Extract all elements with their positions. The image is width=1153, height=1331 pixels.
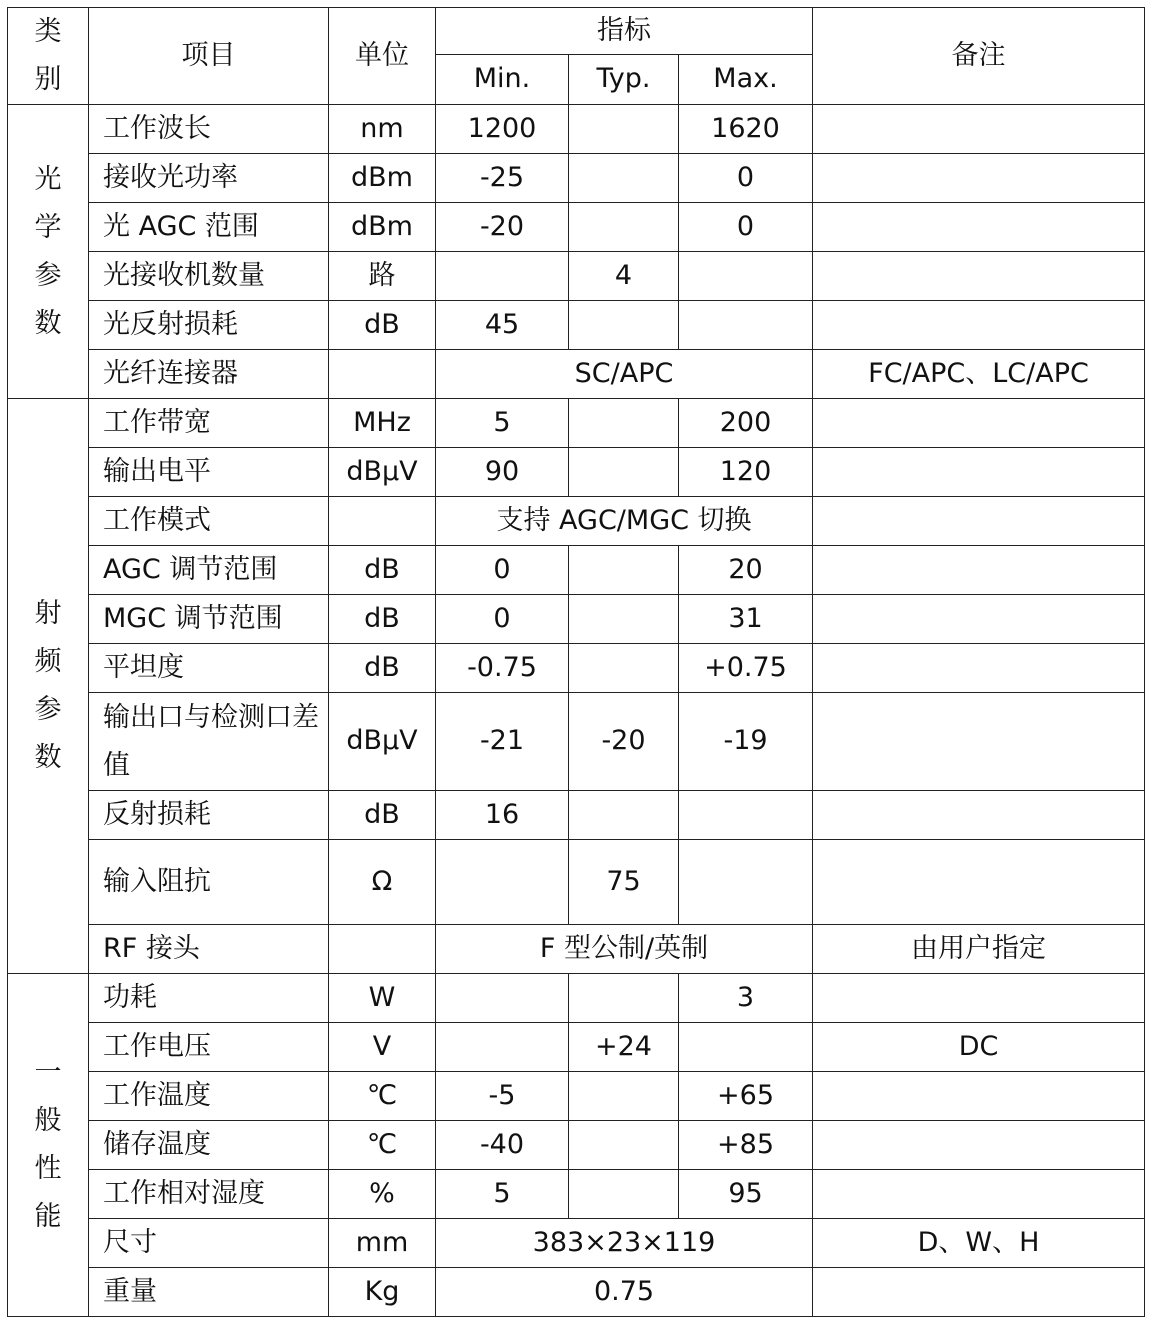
max-cell: +0.75 <box>679 644 813 693</box>
typ-cell <box>569 448 679 497</box>
table-row <box>8 791 1145 840</box>
min-cell: -20 <box>436 203 569 252</box>
unit-cell: dBμV <box>329 448 436 497</box>
table-row <box>8 644 1145 693</box>
typ-cell <box>569 644 679 693</box>
spec-table <box>7 7 1145 1317</box>
item-cell: 光纤连接器 <box>89 350 329 399</box>
span-value-cell: SC/APC <box>436 350 813 399</box>
note-cell <box>813 1121 1145 1170</box>
min-cell: 1200 <box>436 105 569 154</box>
item-cell: 工作电压 <box>89 1023 329 1072</box>
min-cell: 5 <box>436 1170 569 1219</box>
max-cell <box>679 252 813 301</box>
max-cell: 0 <box>679 203 813 252</box>
min-cell <box>436 1023 569 1072</box>
min-cell: 0 <box>436 546 569 595</box>
unit-cell: 路 <box>329 252 436 301</box>
min-cell: 5 <box>436 399 569 448</box>
unit-cell: MHz <box>329 399 436 448</box>
typ-cell: 4 <box>569 252 679 301</box>
table-row <box>8 974 1145 1023</box>
max-cell <box>679 301 813 350</box>
typ-cell: +24 <box>569 1023 679 1072</box>
item-cell: 工作模式 <box>89 497 329 546</box>
table-row <box>8 546 1145 595</box>
unit-cell: mm <box>329 1219 436 1268</box>
item-cell: 工作带宽 <box>89 399 329 448</box>
table-row <box>8 1121 1145 1170</box>
table-row <box>8 301 1145 350</box>
table-row <box>8 1219 1145 1268</box>
item-cell: 储存温度 <box>89 1121 329 1170</box>
header-item: 项目 <box>89 8 329 105</box>
item-cell: RF 接头 <box>89 925 329 974</box>
table-row <box>8 1268 1145 1317</box>
item-cell: 输入阻抗 <box>89 840 329 925</box>
min-cell: -5 <box>436 1072 569 1121</box>
typ-cell <box>569 301 679 350</box>
item-cell: AGC 调节范围 <box>89 546 329 595</box>
note-cell <box>813 154 1145 203</box>
unit-cell: dB <box>329 644 436 693</box>
max-cell <box>679 840 813 925</box>
unit-cell: W <box>329 974 436 1023</box>
category-cell: 一般性能 <box>8 974 89 1317</box>
unit-cell: dB <box>329 301 436 350</box>
unit-cell: dB <box>329 546 436 595</box>
item-cell: 工作温度 <box>89 1072 329 1121</box>
item-cell: 接收光功率 <box>89 154 329 203</box>
typ-cell <box>569 154 679 203</box>
note-cell <box>813 595 1145 644</box>
min-cell: -21 <box>436 693 569 791</box>
typ-cell <box>569 203 679 252</box>
category-cell: 光学参数 <box>8 105 89 399</box>
unit-cell <box>329 497 436 546</box>
typ-cell <box>569 1121 679 1170</box>
unit-cell: dB <box>329 791 436 840</box>
note-cell <box>813 693 1145 791</box>
table-row <box>8 693 1145 791</box>
note-cell <box>813 105 1145 154</box>
min-cell <box>436 840 569 925</box>
typ-cell <box>569 546 679 595</box>
min-cell: -0.75 <box>436 644 569 693</box>
header-row <box>8 8 1145 55</box>
note-cell <box>813 974 1145 1023</box>
max-cell: 120 <box>679 448 813 497</box>
unit-cell: dBμV <box>329 693 436 791</box>
unit-cell: Ω <box>329 840 436 925</box>
note-cell <box>813 497 1145 546</box>
max-cell: +85 <box>679 1121 813 1170</box>
min-cell: -25 <box>436 154 569 203</box>
min-cell: 45 <box>436 301 569 350</box>
item-cell: 功耗 <box>89 974 329 1023</box>
category-cell: 射频参数 <box>8 399 89 974</box>
header-max: Max. <box>679 54 813 104</box>
header-indicator: 指标 <box>436 8 813 55</box>
min-cell: 90 <box>436 448 569 497</box>
max-cell <box>679 1023 813 1072</box>
note-cell <box>813 203 1145 252</box>
typ-cell <box>569 595 679 644</box>
table-row <box>8 925 1145 974</box>
min-cell: 0 <box>436 595 569 644</box>
item-cell: 重量 <box>89 1268 329 1317</box>
item-cell: 光 AGC 范围 <box>89 203 329 252</box>
note-cell <box>813 1268 1145 1317</box>
header-min: Min. <box>436 54 569 104</box>
unit-cell: dBm <box>329 203 436 252</box>
note-cell <box>813 546 1145 595</box>
note-cell <box>813 448 1145 497</box>
table-row <box>8 595 1145 644</box>
unit-cell: V <box>329 1023 436 1072</box>
unit-cell <box>329 350 436 399</box>
span-value-cell: 0.75 <box>436 1268 813 1317</box>
item-cell: 工作波长 <box>89 105 329 154</box>
note-cell: 由用户指定 <box>813 925 1145 974</box>
max-cell: 200 <box>679 399 813 448</box>
note-cell <box>813 301 1145 350</box>
unit-cell: ℃ <box>329 1072 436 1121</box>
note-cell: DC <box>813 1023 1145 1072</box>
note-cell: FC/APC、LC/APC <box>813 350 1145 399</box>
span-value-cell: 383×23×119 <box>436 1219 813 1268</box>
max-cell <box>679 791 813 840</box>
table-row <box>8 497 1145 546</box>
table-row <box>8 1023 1145 1072</box>
typ-cell <box>569 1170 679 1219</box>
span-value-cell: 支持 AGC/MGC 切换 <box>436 497 813 546</box>
max-cell: 1620 <box>679 105 813 154</box>
item-cell: 平坦度 <box>89 644 329 693</box>
table-row <box>8 252 1145 301</box>
note-cell <box>813 644 1145 693</box>
unit-cell <box>329 925 436 974</box>
span-value-cell: F 型公制/英制 <box>436 925 813 974</box>
item-cell: 尺寸 <box>89 1219 329 1268</box>
typ-cell: -20 <box>569 693 679 791</box>
item-cell: MGC 调节范围 <box>89 595 329 644</box>
item-cell: 反射损耗 <box>89 791 329 840</box>
min-cell: -40 <box>436 1121 569 1170</box>
table-row <box>8 1170 1145 1219</box>
table-row <box>8 105 1145 154</box>
item-cell: 光接收机数量 <box>89 252 329 301</box>
table-row <box>8 154 1145 203</box>
note-cell <box>813 399 1145 448</box>
header-category: 类别 <box>8 8 89 105</box>
max-cell: 95 <box>679 1170 813 1219</box>
table-row <box>8 350 1145 399</box>
item-cell: 工作相对湿度 <box>89 1170 329 1219</box>
note-cell <box>813 791 1145 840</box>
table-row <box>8 840 1145 925</box>
min-cell <box>436 252 569 301</box>
header-note: 备注 <box>813 8 1145 105</box>
note-cell <box>813 840 1145 925</box>
unit-cell: nm <box>329 105 436 154</box>
item-cell: 输出口与检测口差值 <box>89 693 329 791</box>
max-cell: -19 <box>679 693 813 791</box>
header-typ: Typ. <box>569 54 679 104</box>
note-cell: D、W、H <box>813 1219 1145 1268</box>
note-cell <box>813 1072 1145 1121</box>
item-cell: 输出电平 <box>89 448 329 497</box>
unit-cell: dB <box>329 595 436 644</box>
max-cell: 0 <box>679 154 813 203</box>
table-row <box>8 399 1145 448</box>
typ-cell: 75 <box>569 840 679 925</box>
unit-cell: Kg <box>329 1268 436 1317</box>
table-row <box>8 203 1145 252</box>
typ-cell <box>569 105 679 154</box>
max-cell: 3 <box>679 974 813 1023</box>
typ-cell <box>569 974 679 1023</box>
table-row <box>8 448 1145 497</box>
max-cell: 31 <box>679 595 813 644</box>
min-cell <box>436 974 569 1023</box>
min-cell: 16 <box>436 791 569 840</box>
note-cell <box>813 252 1145 301</box>
table-row <box>8 1072 1145 1121</box>
item-cell: 光反射损耗 <box>89 301 329 350</box>
unit-cell: dBm <box>329 154 436 203</box>
typ-cell <box>569 791 679 840</box>
header-unit: 单位 <box>329 8 436 105</box>
typ-cell <box>569 399 679 448</box>
note-cell <box>813 1170 1145 1219</box>
unit-cell: % <box>329 1170 436 1219</box>
max-cell: +65 <box>679 1072 813 1121</box>
unit-cell: ℃ <box>329 1121 436 1170</box>
typ-cell <box>569 1072 679 1121</box>
max-cell: 20 <box>679 546 813 595</box>
